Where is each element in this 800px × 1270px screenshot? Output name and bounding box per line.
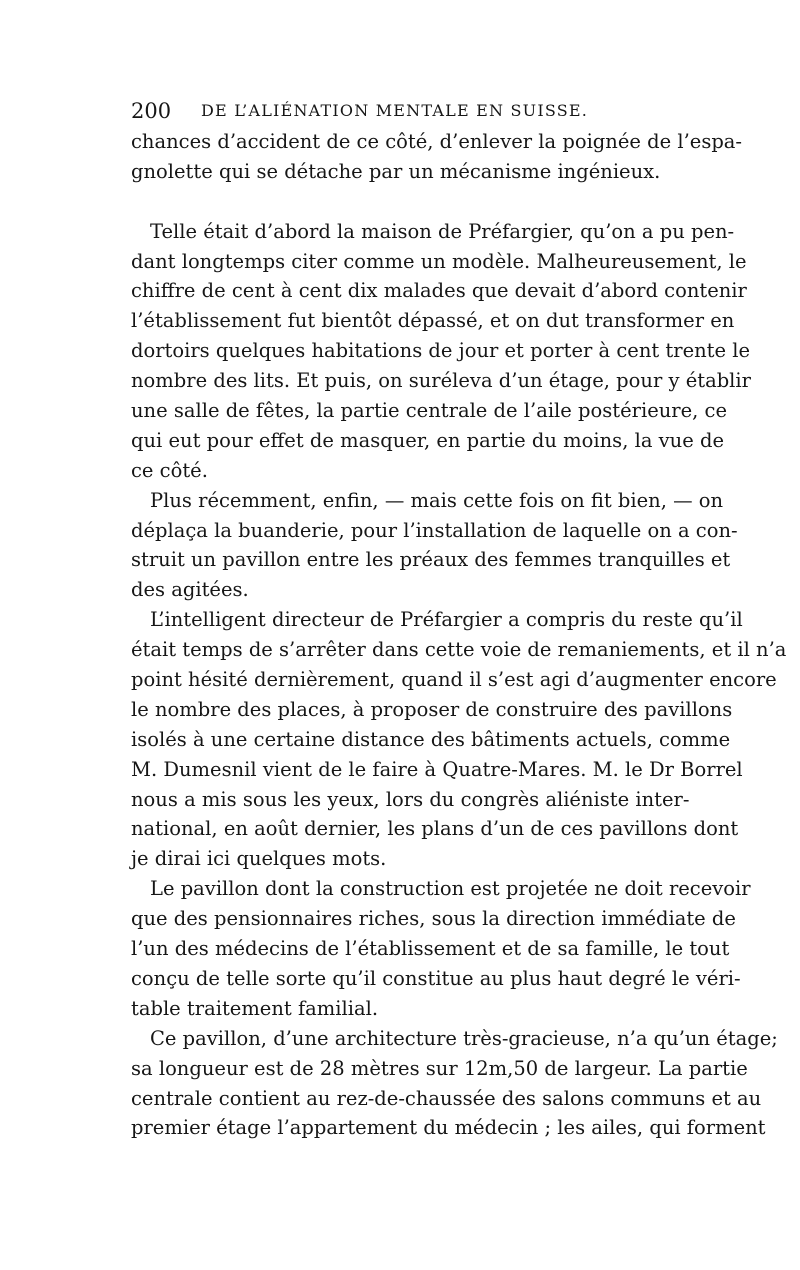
text-line: gnolette qui se détache par un mécanisme ingénieux.: [131, 159, 661, 183]
paragraph-gap: [131, 187, 671, 217]
text-line: Ce pavillon, d’une architecture très-gracieuse, n’a qu’un étage;: [150, 1026, 778, 1050]
text-line: national, en août dernier, les plans d’un de ces pavillons dont: [131, 817, 739, 841]
text-line: point hésité dernièrement, quand il s’est agi d’augmenter encore: [131, 668, 777, 692]
text-line: Telle était d’abord la maison de Préfargier, qu’on a pu pen-: [150, 219, 735, 243]
text-line: sa longueur est de 28 mètres sur 12m,50 de largeur. La partie: [131, 1056, 748, 1080]
body-text: [131, 127, 787, 1143]
text-line: le nombre des places, à proposer de construire des pavillons: [131, 697, 733, 721]
text-line: struit un pavillon entre les préaux des femmes tranquilles et: [131, 548, 731, 572]
text-line: M. Dumesnil vient de le faire à Quatre-Mares. M. le Dr Borrel: [131, 757, 743, 781]
text-line: L’intelligent directeur de Préfargier a compris du reste qu’il: [150, 608, 743, 632]
text-line: chiffre de cent à cent dix malades que devait d’abord contenir: [131, 279, 747, 303]
text-line: que des pensionnaires riches, sous la direction immédiate de: [131, 907, 736, 931]
text-line: Le pavillon dont la construction est projetée ne doit recevoir: [150, 877, 751, 901]
text-line: l’établissement fut bientôt dépassé, et on dut transformer en: [131, 309, 735, 333]
text-line: dant longtemps citer comme un modèle. Malheureusement, le: [131, 249, 747, 273]
text-line: qui eut pour effet de masquer, en partie du moins, la vue de: [131, 428, 724, 452]
text-line: ce côté.: [131, 458, 208, 482]
text-line: je dirai ici quelques mots.: [131, 847, 387, 871]
page-number: 200: [131, 99, 172, 123]
running-head: [131, 95, 671, 127]
text-line: Plus récemment, enfin, — mais cette fois on fit bien, — on: [150, 488, 724, 512]
text-line: dortoirs quelques habitations de jour et porter à cent trente le: [131, 339, 751, 363]
text-line: l’un des médecins de l’établissement et de sa famille, le tout: [131, 937, 730, 961]
text-line: conçu de telle sorte qu’il constitue au plus haut degré le véri-: [131, 966, 741, 990]
text-line: nous a mis sous les yeux, lors du congrès aliéniste inter-: [131, 787, 690, 811]
text-line: table traitement familial.: [131, 996, 379, 1020]
text-line: chances d’accident de ce côté, d’enlever la poignée de l’espa-: [131, 130, 743, 153]
text-line: premier étage l’appartement du médecin ; les ailes, qui forment: [131, 1116, 766, 1140]
text-line: centrale contient au rez-de-chaussée des salons communs et au: [131, 1086, 762, 1110]
text-line: nombre des lits. Et puis, on suréleva d’un étage, pour y établir: [131, 369, 751, 393]
text-line: des agitées.: [131, 578, 249, 602]
text-line: une salle de fêtes, la partie centrale de l’aile postérieure, ce: [131, 399, 728, 423]
text-line: isolés à une certaine distance des bâtiments actuels, comme: [131, 727, 731, 751]
text-line: déplaça la buanderie, pour l’installation de laquelle on a con-: [131, 518, 738, 542]
text-line: était temps de s’arrêter dans cette voie de remaniements, et il n’a: [131, 638, 787, 662]
running-title: DE L’ALIÉNATION MENTALE EN SUISSE.: [201, 101, 589, 120]
